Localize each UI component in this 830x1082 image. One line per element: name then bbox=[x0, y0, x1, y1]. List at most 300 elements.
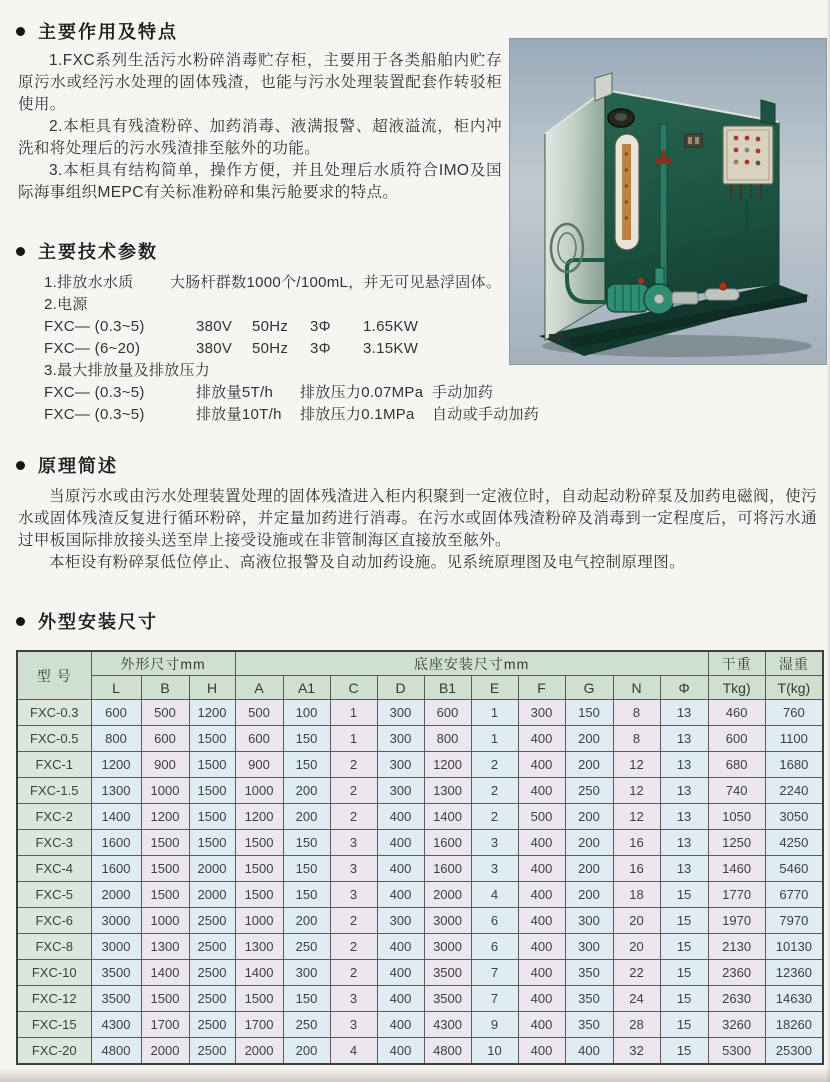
power-label-row bbox=[44, 294, 519, 316]
value-cell: 400 bbox=[377, 830, 424, 856]
value-cell: 300 bbox=[565, 934, 613, 960]
table-row bbox=[17, 1012, 823, 1038]
value-cell: 16 bbox=[613, 830, 660, 856]
col-header: F bbox=[518, 676, 565, 700]
value-cell: 2 bbox=[330, 908, 377, 934]
value-cell: 400 bbox=[377, 856, 424, 882]
table-row bbox=[17, 726, 823, 752]
value-cell: 18260 bbox=[765, 1012, 823, 1038]
value-cell: 150 bbox=[283, 882, 330, 908]
value-cell: 1050 bbox=[708, 804, 765, 830]
value-cell: 13 bbox=[660, 700, 708, 726]
value-cell: 6770 bbox=[765, 882, 823, 908]
value-cell: 1200 bbox=[189, 700, 235, 726]
value-cell: 1000 bbox=[235, 908, 283, 934]
value-cell: 2500 bbox=[189, 908, 235, 934]
value-cell: 1770 bbox=[708, 882, 765, 908]
value-cell: 200 bbox=[565, 752, 613, 778]
value-cell: 13 bbox=[660, 830, 708, 856]
value-cell: 600 bbox=[91, 700, 141, 726]
value-cell: 1400 bbox=[424, 804, 471, 830]
value-cell: 500 bbox=[141, 700, 189, 726]
value-cell: 3500 bbox=[91, 960, 141, 986]
value-cell: 16 bbox=[613, 856, 660, 882]
voltage: 380V bbox=[196, 318, 233, 335]
col-header: N bbox=[613, 676, 660, 700]
table-row bbox=[17, 830, 823, 856]
model-cell: FXC-0.5 bbox=[17, 726, 91, 752]
value-cell: 2000 bbox=[141, 1038, 189, 1065]
model-range: FXC— (0.3~5) bbox=[44, 406, 145, 423]
value-cell: 400 bbox=[377, 934, 424, 960]
col-header: A bbox=[235, 676, 283, 700]
discharge-rate: 排放量10T/h bbox=[196, 406, 282, 423]
value-cell: 28 bbox=[613, 1012, 660, 1038]
value-cell: 8 bbox=[613, 726, 660, 752]
power-spec-row bbox=[44, 338, 519, 360]
table-row bbox=[17, 986, 823, 1012]
value-cell: 13 bbox=[660, 804, 708, 830]
value-cell: 1500 bbox=[189, 804, 235, 830]
value-cell: 1500 bbox=[141, 986, 189, 1012]
value-cell: 2 bbox=[330, 804, 377, 830]
value-cell: 3000 bbox=[424, 908, 471, 934]
value-cell: 3500 bbox=[91, 986, 141, 1012]
base-group-header: 底座安装尺寸mm bbox=[235, 651, 708, 676]
bullet-icon bbox=[16, 617, 25, 626]
phase: 3Φ bbox=[310, 340, 331, 357]
sewage-cabinet-illustration bbox=[509, 38, 827, 365]
water-quality-row bbox=[44, 272, 519, 294]
model-cell: FXC-15 bbox=[17, 1012, 91, 1038]
value-cell: 2 bbox=[330, 778, 377, 804]
phase: 3Φ bbox=[310, 318, 331, 335]
value-cell: 10130 bbox=[765, 934, 823, 960]
col-header: B1 bbox=[424, 676, 471, 700]
value-cell: 13 bbox=[660, 856, 708, 882]
value-cell: 350 bbox=[565, 986, 613, 1012]
value-cell: 2 bbox=[330, 752, 377, 778]
value-cell: 200 bbox=[565, 726, 613, 752]
bullet-icon bbox=[16, 247, 25, 256]
dimensions-heading bbox=[16, 608, 158, 634]
model-range: FXC— (0.3~5) bbox=[44, 384, 145, 401]
value-cell: 2000 bbox=[91, 882, 141, 908]
value-cell: 1500 bbox=[189, 778, 235, 804]
features-paragraph: 3.本柜具有结构简单，操作方便，并且处理后水质符合IMO及国际海事组织MEPC有关标准粉碎和集污舱要求的特点。 bbox=[18, 162, 502, 201]
value-cell: 13 bbox=[660, 778, 708, 804]
table-row bbox=[17, 908, 823, 934]
outline-group-header: 外形尺寸mm bbox=[91, 651, 235, 676]
value-cell: 4300 bbox=[424, 1012, 471, 1038]
value-cell: 400 bbox=[518, 752, 565, 778]
model-cell: FXC-12 bbox=[17, 986, 91, 1012]
page-edge-shadow bbox=[826, 0, 830, 1082]
value-cell: 3 bbox=[330, 830, 377, 856]
value-cell: 15 bbox=[660, 908, 708, 934]
features-heading bbox=[16, 18, 178, 44]
value-cell: 3 bbox=[471, 856, 518, 882]
value-cell: 10 bbox=[471, 1038, 518, 1065]
value-cell: 1500 bbox=[235, 830, 283, 856]
model-range: FXC— (0.3~5) bbox=[44, 318, 145, 335]
value-cell: 1400 bbox=[141, 960, 189, 986]
model-cell: FXC-1.5 bbox=[17, 778, 91, 804]
discharge-pressure: 排放压力0.07MPa bbox=[300, 384, 424, 401]
page-edge-shadow bbox=[0, 1068, 830, 1082]
value-cell: 2 bbox=[330, 960, 377, 986]
value-cell: 150 bbox=[283, 830, 330, 856]
power-spec-row bbox=[44, 316, 519, 338]
value-cell: 15 bbox=[660, 986, 708, 1012]
model-cell: FXC-4 bbox=[17, 856, 91, 882]
value-cell: 800 bbox=[424, 726, 471, 752]
value-cell: 200 bbox=[565, 804, 613, 830]
value-cell: 350 bbox=[565, 1012, 613, 1038]
discharge-spec-row bbox=[44, 382, 519, 404]
value-cell: 4800 bbox=[91, 1038, 141, 1065]
discharge-pressure: 排放压力0.1MPa bbox=[300, 406, 415, 423]
value-cell: 2 bbox=[471, 778, 518, 804]
table-row bbox=[17, 856, 823, 882]
value-cell: 12 bbox=[613, 778, 660, 804]
model-cell: FXC-5 bbox=[17, 882, 91, 908]
discharge-spec-row bbox=[44, 404, 540, 426]
dosing-mode: 手动加药 bbox=[432, 384, 494, 401]
value-cell: 20 bbox=[613, 908, 660, 934]
value-cell: 1600 bbox=[424, 830, 471, 856]
value-cell: 1600 bbox=[91, 856, 141, 882]
value-cell: 4 bbox=[330, 1038, 377, 1065]
model-cell: FXC-8 bbox=[17, 934, 91, 960]
value-cell: 8 bbox=[613, 700, 660, 726]
value-cell: 500 bbox=[518, 804, 565, 830]
model-cell: FXC-6 bbox=[17, 908, 91, 934]
value-cell: 2500 bbox=[189, 1038, 235, 1065]
table-sub-header-row bbox=[17, 676, 823, 700]
value-cell: 1250 bbox=[708, 830, 765, 856]
value-cell: 32 bbox=[613, 1038, 660, 1065]
col-header: Φ bbox=[660, 676, 708, 700]
bullet-icon bbox=[16, 27, 25, 36]
value-cell: 200 bbox=[565, 830, 613, 856]
value-cell: 400 bbox=[377, 1012, 424, 1038]
value-cell: 200 bbox=[283, 908, 330, 934]
value-cell: 1300 bbox=[141, 934, 189, 960]
value-cell: 12 bbox=[613, 804, 660, 830]
power-label: 2.电源 bbox=[44, 296, 88, 313]
value-cell: 3 bbox=[471, 830, 518, 856]
tech-heading-label: 主要技术参数 bbox=[38, 242, 158, 262]
value-cell: 1200 bbox=[235, 804, 283, 830]
value-cell: 3 bbox=[330, 882, 377, 908]
value-cell: 1 bbox=[330, 700, 377, 726]
col-header: T(kg) bbox=[765, 676, 823, 700]
principle-heading bbox=[16, 452, 118, 478]
value-cell: 300 bbox=[377, 752, 424, 778]
value-cell: 1300 bbox=[235, 934, 283, 960]
value-cell: 3050 bbox=[765, 804, 823, 830]
value-cell: 250 bbox=[565, 778, 613, 804]
value-cell: 400 bbox=[565, 1038, 613, 1065]
value-cell: 15 bbox=[660, 934, 708, 960]
value-cell: 1500 bbox=[189, 830, 235, 856]
value-cell: 14630 bbox=[765, 986, 823, 1012]
value-cell: 1500 bbox=[235, 856, 283, 882]
value-cell: 1400 bbox=[91, 804, 141, 830]
value-cell: 3000 bbox=[91, 908, 141, 934]
value-cell: 300 bbox=[377, 700, 424, 726]
value-cell: 1 bbox=[330, 726, 377, 752]
value-cell: 1200 bbox=[91, 752, 141, 778]
value-cell: 2240 bbox=[765, 778, 823, 804]
value-cell: 6 bbox=[471, 934, 518, 960]
value-cell: 1000 bbox=[141, 908, 189, 934]
value-cell: 4250 bbox=[765, 830, 823, 856]
value-cell: 400 bbox=[518, 960, 565, 986]
discharge-label: 3.最大排放量及排放压力 bbox=[44, 362, 211, 379]
table-group-header-row bbox=[17, 651, 823, 676]
table-row bbox=[17, 960, 823, 986]
value-cell: 2500 bbox=[189, 934, 235, 960]
table-row bbox=[17, 882, 823, 908]
value-cell: 2 bbox=[471, 752, 518, 778]
value-cell: 12360 bbox=[765, 960, 823, 986]
value-cell: 25300 bbox=[765, 1038, 823, 1065]
value-cell: 1300 bbox=[91, 778, 141, 804]
value-cell: 7970 bbox=[765, 908, 823, 934]
value-cell: 2000 bbox=[235, 1038, 283, 1065]
value-cell: 1 bbox=[471, 726, 518, 752]
value-cell: 400 bbox=[377, 960, 424, 986]
col-header: G bbox=[565, 676, 613, 700]
dosing-mode: 自动或手动加药 bbox=[432, 406, 540, 423]
value-cell: 1500 bbox=[141, 856, 189, 882]
value-cell: 400 bbox=[377, 882, 424, 908]
value-cell: 300 bbox=[283, 960, 330, 986]
value-cell: 400 bbox=[518, 726, 565, 752]
value-cell: 400 bbox=[377, 1038, 424, 1065]
value-cell: 740 bbox=[708, 778, 765, 804]
value-cell: 1500 bbox=[189, 726, 235, 752]
features-paragraph: 1.FXC系列生活污水粉碎消毒贮存柜，主要用于各类船舶内贮存原污水或经污水处理的固体残渣，也能与污水处理装置配套作转驳柜使用。 bbox=[18, 52, 502, 113]
value-cell: 13 bbox=[660, 752, 708, 778]
value-cell: 400 bbox=[518, 1012, 565, 1038]
value-cell: 13 bbox=[660, 726, 708, 752]
features-text bbox=[18, 50, 502, 204]
value-cell: 3000 bbox=[91, 934, 141, 960]
value-cell: 2000 bbox=[189, 882, 235, 908]
value-cell: 5460 bbox=[765, 856, 823, 882]
features-heading-label: 主要作用及特点 bbox=[38, 22, 178, 42]
value-cell: 400 bbox=[377, 804, 424, 830]
value-cell: 12 bbox=[613, 752, 660, 778]
table-row bbox=[17, 778, 823, 804]
value-cell: 400 bbox=[518, 856, 565, 882]
value-cell: 300 bbox=[377, 908, 424, 934]
value-cell: 2 bbox=[471, 804, 518, 830]
value-cell: 5300 bbox=[708, 1038, 765, 1065]
value-cell: 2000 bbox=[424, 882, 471, 908]
product-photo bbox=[509, 38, 827, 365]
model-cell: FXC-20 bbox=[17, 1038, 91, 1065]
value-cell: 3260 bbox=[708, 1012, 765, 1038]
col-header: E bbox=[471, 676, 518, 700]
value-cell: 200 bbox=[283, 1038, 330, 1065]
value-cell: 1970 bbox=[708, 908, 765, 934]
value-cell: 2500 bbox=[189, 960, 235, 986]
value-cell: 250 bbox=[283, 1012, 330, 1038]
value-cell: 2630 bbox=[708, 986, 765, 1012]
col-header: C bbox=[330, 676, 377, 700]
discharge-rate: 排放量5T/h bbox=[196, 384, 274, 401]
value-cell: 680 bbox=[708, 752, 765, 778]
value-cell: 200 bbox=[283, 804, 330, 830]
value-cell: 200 bbox=[283, 778, 330, 804]
bullet-icon bbox=[16, 461, 25, 470]
value-cell: 1500 bbox=[189, 752, 235, 778]
value-cell: 800 bbox=[91, 726, 141, 752]
frequency: 50Hz bbox=[252, 318, 289, 335]
value-cell: 600 bbox=[235, 726, 283, 752]
model-cell: FXC-2 bbox=[17, 804, 91, 830]
value-cell: 2500 bbox=[189, 986, 235, 1012]
value-cell: 3500 bbox=[424, 960, 471, 986]
principle-paragraph: 当原污水或由污水处理装置处理的固体残渣进入柜内积聚到一定液位时，自动起动粉碎泵及加药电磁阀，使污水或固体残渣反复进行循环粉碎，并定量加药进行消毒。在污水或固体残渣粉碎及消毒到一定程度后，可将污水通过甲板国际排放接头送至岸上接受设施或在非管制海区直接放至舷外。 bbox=[18, 488, 817, 549]
discharge-label-row bbox=[44, 360, 519, 382]
value-cell: 1600 bbox=[424, 856, 471, 882]
value-cell: 150 bbox=[283, 856, 330, 882]
value-cell: 15 bbox=[660, 1012, 708, 1038]
value-cell: 100 bbox=[283, 700, 330, 726]
value-cell: 15 bbox=[660, 1038, 708, 1065]
value-cell: 900 bbox=[141, 752, 189, 778]
value-cell: 400 bbox=[518, 908, 565, 934]
value-cell: 1100 bbox=[765, 726, 823, 752]
model-cell: FXC-1 bbox=[17, 752, 91, 778]
value-cell: 200 bbox=[565, 882, 613, 908]
dimensions-table-body bbox=[17, 700, 823, 1065]
value-cell: 400 bbox=[518, 830, 565, 856]
value-cell: 24 bbox=[613, 986, 660, 1012]
value-cell: 350 bbox=[565, 960, 613, 986]
water-quality-label: 1.排放水水质 bbox=[44, 274, 134, 291]
value-cell: 250 bbox=[283, 934, 330, 960]
dry-weight-header: 干重 bbox=[708, 651, 765, 676]
value-cell: 7 bbox=[471, 960, 518, 986]
value-cell: 1400 bbox=[235, 960, 283, 986]
value-cell: 200 bbox=[565, 856, 613, 882]
water-quality-value: 大肠杆群数1000个/100mL，并无可见悬浮固体。 bbox=[170, 274, 502, 291]
value-cell: 1300 bbox=[424, 778, 471, 804]
value-cell: 460 bbox=[708, 700, 765, 726]
value-cell: 1500 bbox=[235, 986, 283, 1012]
value-cell: 150 bbox=[283, 986, 330, 1012]
value-cell: 2360 bbox=[708, 960, 765, 986]
value-cell: 1200 bbox=[141, 804, 189, 830]
table-row bbox=[17, 804, 823, 830]
table-row bbox=[17, 1038, 823, 1065]
voltage: 380V bbox=[196, 340, 233, 357]
value-cell: 1700 bbox=[141, 1012, 189, 1038]
value-cell: 15 bbox=[660, 960, 708, 986]
model-cell: FXC-0.3 bbox=[17, 700, 91, 726]
value-cell: 1200 bbox=[424, 752, 471, 778]
value-cell: 4800 bbox=[424, 1038, 471, 1065]
wet-weight-header: 湿重 bbox=[765, 651, 823, 676]
model-column-header: 型 号 bbox=[17, 651, 91, 700]
value-cell: 1680 bbox=[765, 752, 823, 778]
value-cell: 1460 bbox=[708, 856, 765, 882]
tech-heading bbox=[16, 238, 158, 264]
value-cell: 3500 bbox=[424, 986, 471, 1012]
value-cell: 600 bbox=[424, 700, 471, 726]
value-cell: 3 bbox=[330, 856, 377, 882]
value-cell: 1500 bbox=[141, 830, 189, 856]
frequency: 50Hz bbox=[252, 340, 289, 357]
value-cell: 150 bbox=[565, 700, 613, 726]
value-cell: 3000 bbox=[424, 934, 471, 960]
value-cell: 300 bbox=[565, 908, 613, 934]
value-cell: 2500 bbox=[189, 1012, 235, 1038]
value-cell: 1700 bbox=[235, 1012, 283, 1038]
value-cell: 400 bbox=[518, 986, 565, 1012]
col-header: H bbox=[189, 676, 235, 700]
col-header: L bbox=[91, 676, 141, 700]
value-cell: 15 bbox=[660, 882, 708, 908]
model-range: FXC— (6~20) bbox=[44, 340, 141, 357]
value-cell: 400 bbox=[518, 778, 565, 804]
value-cell: 4 bbox=[471, 882, 518, 908]
col-header: A1 bbox=[283, 676, 330, 700]
principle-paragraph: 本柜设有粉碎泵低位停止、高液位报警及自动加药设施。见系统原理图及电气控制原理图。 bbox=[49, 554, 686, 571]
value-cell: 3 bbox=[330, 1012, 377, 1038]
power-rating: 3.15KW bbox=[363, 340, 419, 357]
value-cell: 2 bbox=[330, 934, 377, 960]
dimensions-table bbox=[16, 650, 824, 1065]
table-row bbox=[17, 934, 823, 960]
value-cell: 600 bbox=[141, 726, 189, 752]
value-cell: 2130 bbox=[708, 934, 765, 960]
value-cell: 150 bbox=[283, 752, 330, 778]
col-header: Tkg) bbox=[708, 676, 765, 700]
value-cell: 6 bbox=[471, 908, 518, 934]
table-row bbox=[17, 700, 823, 726]
value-cell: 400 bbox=[377, 986, 424, 1012]
value-cell: 400 bbox=[518, 934, 565, 960]
value-cell: 1000 bbox=[141, 778, 189, 804]
features-paragraph: 2.本柜具有残渣粉碎、加药消毒、液满报警、超液溢流，柜内冲洗和将处理后的污水残渣排至舷外的功能。 bbox=[18, 118, 502, 157]
value-cell: 760 bbox=[765, 700, 823, 726]
col-header: D bbox=[377, 676, 424, 700]
value-cell: 400 bbox=[518, 1038, 565, 1065]
value-cell: 9 bbox=[471, 1012, 518, 1038]
value-cell: 1600 bbox=[91, 830, 141, 856]
power-rating: 1.65KW bbox=[363, 318, 419, 335]
value-cell: 1500 bbox=[141, 882, 189, 908]
model-cell: FXC-10 bbox=[17, 960, 91, 986]
col-header: B bbox=[141, 676, 189, 700]
tech-parameters bbox=[44, 272, 540, 426]
value-cell: 600 bbox=[708, 726, 765, 752]
value-cell: 20 bbox=[613, 934, 660, 960]
value-cell: 3 bbox=[330, 986, 377, 1012]
value-cell: 18 bbox=[613, 882, 660, 908]
value-cell: 150 bbox=[283, 726, 330, 752]
dimensions-heading-label: 外型安装尺寸 bbox=[38, 612, 158, 632]
table-row bbox=[17, 752, 823, 778]
value-cell: 2000 bbox=[189, 856, 235, 882]
